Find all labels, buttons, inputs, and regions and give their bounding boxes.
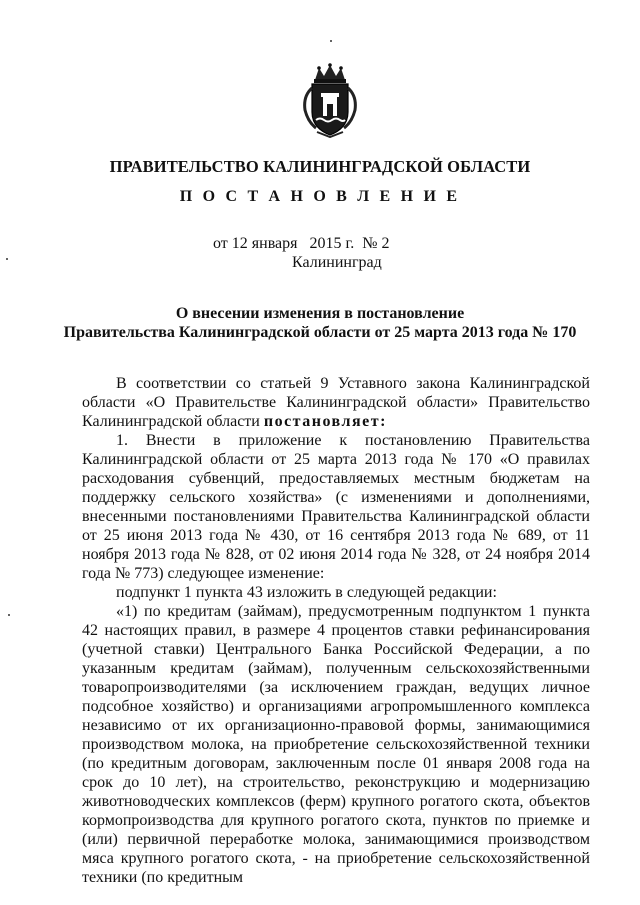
decree-number: № 2 [362,235,390,252]
decree-body [82,374,590,887]
subpoint-paragraph: подпункт 1 пункта 43 изложить в следующей редакции: [116,584,497,601]
scan-speck [6,258,8,260]
decree-dateline [213,235,390,253]
date-year: 2015 г. [309,235,355,252]
issuing-city: Калининград [292,254,382,271]
subject-line-2: Правительства Калининградской области от 25 марта 2013 года № 170 [63,324,577,341]
scan-speck [8,614,10,616]
resolves-word: постановляет: [263,413,387,430]
scan-speck [330,40,332,42]
subject-line-1: О внесении изменения в постановление [175,305,465,322]
decree-subject [0,304,640,342]
intro-paragraph [82,374,590,431]
government-title: ПРАВИТЕЛЬСТВО КАЛИНИНГРАДСКОЙ ОБЛАСТИ [109,157,531,176]
date-day-month: 12 января [231,235,298,252]
coat-of-arms-emblem [299,62,361,138]
date-prefix: от [213,235,228,252]
intro-text: В соответствии со статьей 9 Уставного закона Калининградской области «О Правительстве Калининградской области» Правительство Калининградской области [82,375,590,430]
quoted-amendment-paragraph: «1) по кредитам (займам), предусмотренным подпунктом 1 пункта 42 настоящих правил, в размере 4 процентов ставки рефинансирования (учетной ставки) Центрального Банка Российской Федерации, а по указанным кредитам (займам), полученным сельскохозяйственными товаропроизводителями (за исключением граждан, ведущих личное подсобное хозяйство) и организациями агропромышленного комплекса независимо от их организационно-правовой формы, занимающимися производством молока, на приобретение сельскохозяйственной техники (по кредитным договорам, заключенным после 01 января 2008 года на срок до 10 лет), на строительство, реконструкцию и модернизацию животноводческих комплексов (ферм) крупного рогатого скота, объектов кормопроизводства для крупного рогатого скота, пунктов по приемке и (или) первичной переработке молока, занимающимися производством мяса крупного рогатого скота, - на приобретение сельскохозяйственной техники (по кредитным [82,603,590,886]
document-type-title: П О С Т А Н О В Л Е Н И Е [179,188,461,205]
item-1-paragraph: 1. Внести в приложение к постановлению Правительства Калининградской области от 25 марта 2013 года № 170 «О правилах расходования субвенций, предоставляемых местным бюджетам на поддержку сельского хозяйства» (с изменениями и дополнениями, внесенными постановлениями Правительства Калининградской области от 25 июня 2013 года № 430, от 16 сентября 2013 года № 689, от 11 ноября 2013 года № 828, от 02 июня 2014 года № 328, от 24 ноября 2014 года № 773) следующее изменение: [82,432,590,582]
